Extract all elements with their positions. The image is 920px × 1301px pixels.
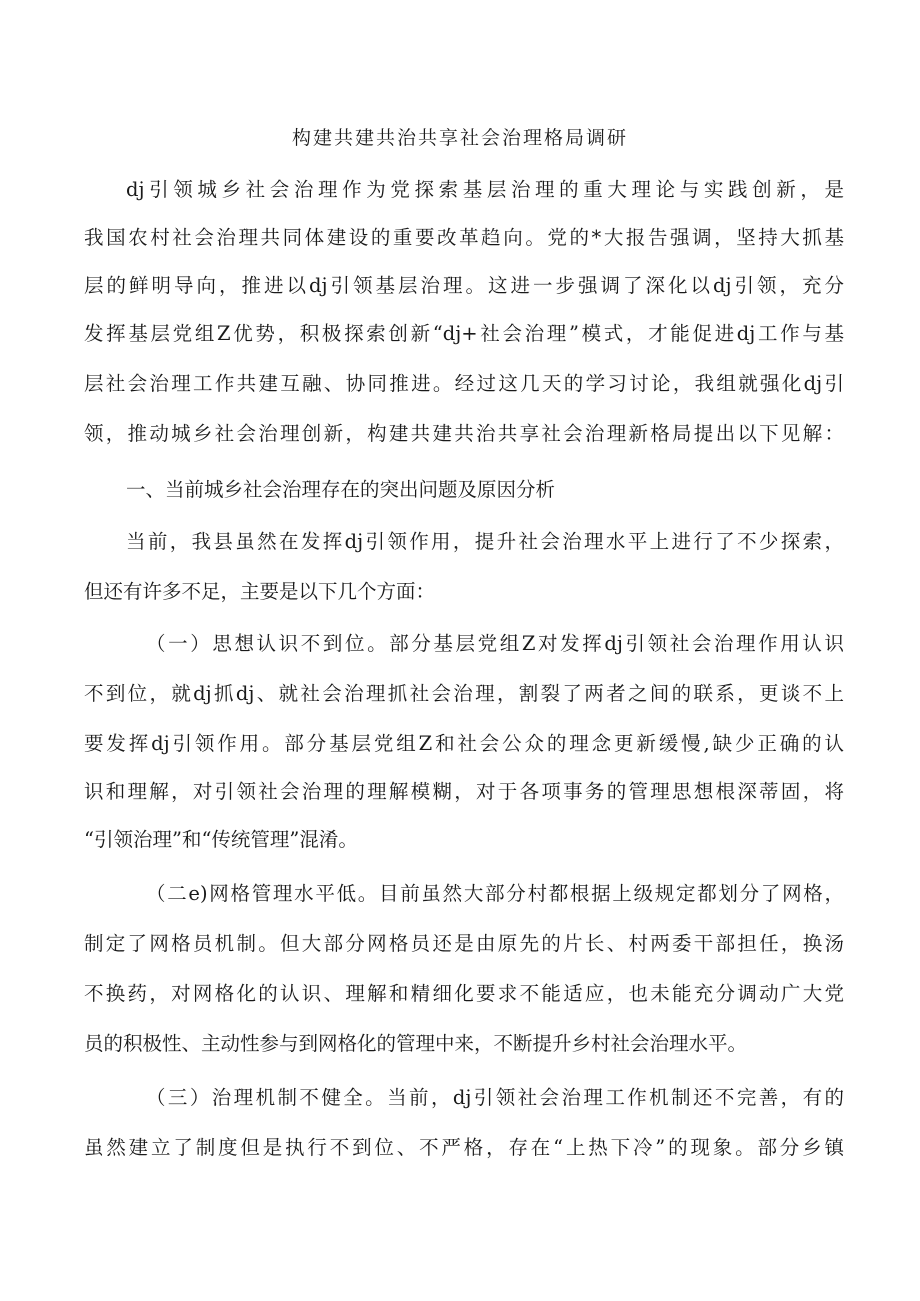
text-line: 我国农村社会治理共同体建设的重要改革趋向。党的*大报告强调，坚持大抓基 — [84, 226, 844, 249]
text-line: 虽然建立了制度但是执行不到位、不严格，存在“上热下冷”的现象。部分乡镇 — [84, 1136, 844, 1159]
text-line: 当前，我县虽然在发挥dj引领作用，提升社会治理水平上进行了不少探索， — [126, 530, 844, 553]
text-line: 领，推动城乡社会治理创新，构建共建共治共享社会治理新格局提出以下见解： — [84, 422, 844, 445]
text-line: 制定了网格员机制。但大部分网格员还是由原先的片长、村两委干部担任，换汤 — [84, 932, 844, 955]
text-line: 不到位，就dj抓dj、就社会治理抓社会治理，割裂了两者之间的联系，更谈不上 — [84, 682, 844, 705]
document-title: 构建共建共治共享社会治理格局调研 — [291, 127, 628, 149]
text-line: “引领治理”和“传统管理”混淆。 — [84, 828, 358, 851]
text-line: dj引领城乡社会治理作为党探索基层治理的重大理论与实践创新，是 — [126, 178, 844, 201]
section-heading: 一、当前城乡社会治理存在的突出问题及原因分析 — [126, 478, 556, 501]
text-line: 层社会治理工作共建互融、协同推进。经过这几天的学习讨论，我组就强化dj引 — [84, 372, 844, 395]
text-line: 不换药，对网格化的认识、理解和精细化要求不能适应，也未能充分调动广大党 — [84, 982, 844, 1005]
text-line: 但还有许多不足，主要是以下几个方面： — [84, 580, 436, 603]
text-line: 要发挥dj引领作用。部分基层党组Z和社会公众的理念更新缓慢,缺少正确的认 — [84, 732, 844, 755]
text-line: 层的鲜明导向，推进以dj引领基层治理。这进一步强调了深化以dj引领，充分 — [84, 274, 844, 297]
text-line: （二e)网格管理水平低。目前虽然大部分村都根据上级规定都划分了网格， — [146, 882, 844, 905]
text-line: 发挥基层党组Z优势，积极探索创新“dj+社会治理”模式，才能促进dj工作与基 — [84, 322, 844, 345]
text-line: 识和理解，对引领社会治理的理解模糊，对于各项事务的管理思想根深蒂固，将 — [84, 780, 844, 803]
text-line: 员的积极性、主动性参与到网格化的管理中来，不断提升乡村社会治理水平。 — [84, 1032, 748, 1055]
text-line: （一）思想认识不到位。部分基层党组Z对发挥dj引领社会治理作用认识 — [146, 632, 844, 655]
text-line: （三）治理机制不健全。当前，dj引领社会治理工作机制还不完善，有的 — [146, 1086, 844, 1109]
